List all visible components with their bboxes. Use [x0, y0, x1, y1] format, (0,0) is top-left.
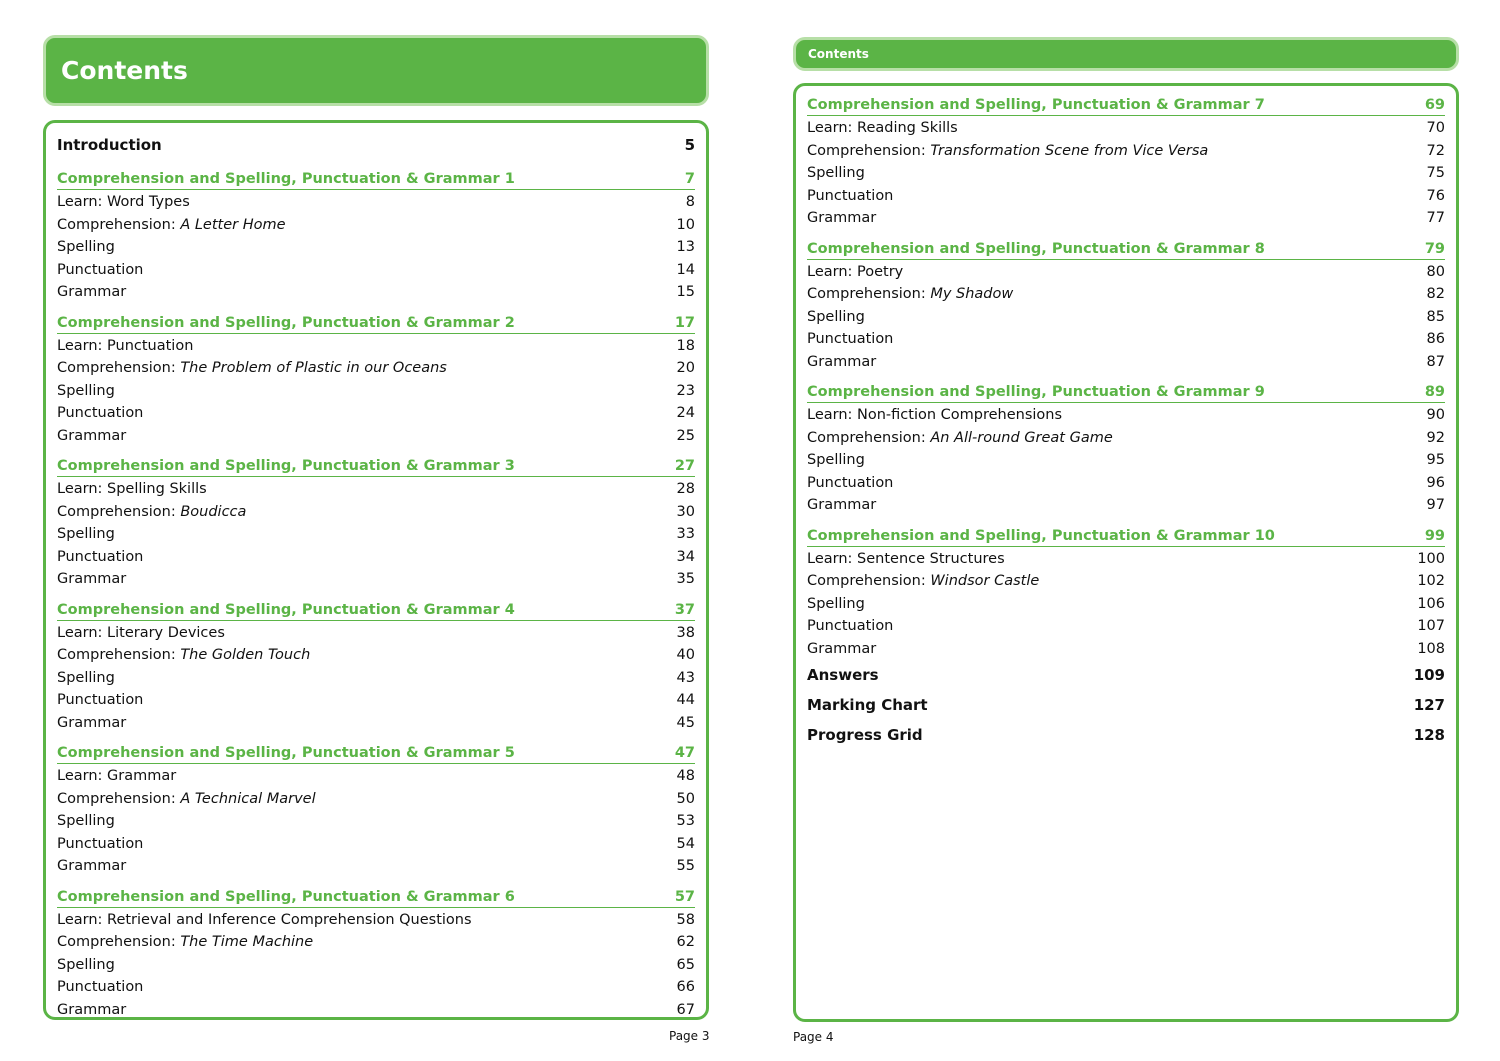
entry-page: 45: [676, 714, 695, 731]
entry-page: 67: [676, 1001, 695, 1018]
entry-page: 40: [676, 647, 695, 663]
entry-page: 72: [1426, 142, 1445, 159]
toc-entry[interactable]: [57, 191, 695, 214]
section-page: 79: [1424, 240, 1445, 257]
toc-entry-progress-grid[interactable]: [807, 720, 1445, 750]
toc-entry[interactable]: [57, 281, 695, 304]
section-page: 47: [674, 745, 695, 761]
entry-label: Spelling: [807, 308, 865, 325]
entry-page: 20: [676, 360, 695, 376]
entry-label: Spelling: [57, 813, 115, 829]
section-page: 69: [1424, 97, 1445, 113]
entry-label: Punctuation: [57, 835, 144, 852]
toc-entry[interactable]: [57, 380, 695, 403]
entry-label: Spelling: [57, 956, 115, 973]
entry-page: 106: [1417, 595, 1445, 612]
toc-entry[interactable]: [807, 449, 1445, 472]
entry-label: Punctuation: [807, 187, 894, 204]
entry-label: Punctuation: [57, 692, 144, 708]
section-page: 37: [674, 601, 695, 618]
entry-label: Marking Chart: [807, 696, 928, 714]
entry-label: Comprehension: Boudicca: [57, 503, 247, 520]
entry-label: Grammar: [57, 284, 127, 300]
section-heading[interactable]: [57, 741, 695, 764]
entry-label: Comprehension: The Problem of Plastic in our Oceans: [57, 360, 447, 376]
entry-page: 35: [676, 571, 695, 587]
section-heading[interactable]: [807, 524, 1445, 547]
entry-label: Punctuation: [57, 261, 144, 278]
toc-entry[interactable]: [807, 494, 1445, 517]
toc-entry-introduction[interactable]: [57, 130, 695, 160]
toc-entry[interactable]: [807, 615, 1445, 638]
entry-page: 43: [676, 669, 695, 686]
toc-entry[interactable]: [57, 788, 695, 811]
toc-entry[interactable]: [807, 207, 1445, 230]
section-title: Comprehension and Spelling, Punctuation & Grammar 6: [57, 888, 515, 905]
entry-label: Comprehension: An All-round Great Game: [807, 429, 1113, 446]
toc-entry[interactable]: [807, 548, 1445, 571]
toc-entry[interactable]: [807, 351, 1445, 374]
section-heading[interactable]: [807, 93, 1445, 116]
entry-page: 53: [676, 813, 695, 829]
entry-label: Punctuation: [807, 618, 894, 634]
toc-entry[interactable]: [57, 931, 695, 954]
entry-label: Learn: Sentence Structures: [807, 550, 1005, 567]
entry-label: Grammar: [807, 497, 877, 513]
toc-entry[interactable]: [57, 357, 695, 380]
toc-entry[interactable]: [57, 765, 695, 788]
toc-entry[interactable]: [807, 427, 1445, 450]
toc-entry[interactable]: [807, 328, 1445, 351]
section-title: Comprehension and Spelling, Punctuation & Grammar 1: [57, 171, 515, 187]
entry-page: 76: [1426, 187, 1445, 204]
toc-entry[interactable]: [57, 402, 695, 425]
toc-entry[interactable]: [807, 283, 1445, 306]
entry-label: Spelling: [807, 452, 865, 468]
entry-label: Spelling: [807, 595, 865, 612]
section-page: 27: [674, 458, 695, 474]
entry-page: 108: [1417, 640, 1445, 657]
section-title: Comprehension and Spelling, Punctuation & Grammar 7: [807, 97, 1265, 113]
toc-entry[interactable]: [57, 909, 695, 932]
toc-section: [807, 93, 1445, 230]
entry-page: 24: [676, 405, 695, 421]
toc-entry[interactable]: [57, 954, 695, 977]
toc-entry[interactable]: [807, 593, 1445, 616]
section-page: 99: [1424, 527, 1445, 544]
toc-section: [807, 237, 1445, 374]
entry-page: 66: [676, 979, 695, 995]
entry-label: Progress Grid: [807, 726, 923, 744]
section-page: 89: [1424, 384, 1445, 400]
section-heading[interactable]: [57, 167, 695, 190]
contents-banner: [43, 35, 709, 106]
entry-page: 38: [676, 624, 695, 641]
toc-entry[interactable]: [57, 568, 695, 591]
entry-label: Comprehension: A Letter Home: [57, 216, 286, 233]
entry-page: 92: [1426, 429, 1445, 446]
toc-entry[interactable]: [57, 644, 695, 667]
toc-entry[interactable]: [57, 976, 695, 999]
entry-page: 127: [1413, 696, 1445, 714]
toc-entry[interactable]: [57, 855, 695, 878]
entry-page: 34: [676, 548, 695, 565]
toc-entry[interactable]: [807, 185, 1445, 208]
section-title: Comprehension and Spelling, Punctuation & Grammar 8: [807, 240, 1265, 257]
section-title: Comprehension and Spelling, Punctuation & Grammar 2: [57, 314, 515, 331]
section-title: Comprehension and Spelling, Punctuation & Grammar 10: [807, 527, 1275, 544]
entry-label: Introduction: [57, 136, 162, 154]
entry-label: Grammar: [57, 714, 127, 731]
entry-page: 14: [676, 261, 695, 278]
toc-entry[interactable]: [57, 667, 695, 690]
toc-entry[interactable]: [807, 638, 1445, 661]
entry-page: 80: [1426, 263, 1445, 280]
toc-entry[interactable]: [57, 214, 695, 237]
toc-entry[interactable]: [57, 478, 695, 501]
entry-page: 100: [1417, 550, 1445, 567]
entry-label: Grammar: [807, 353, 877, 370]
entry-label: Learn: Non-fiction Comprehensions: [807, 407, 1063, 423]
page-number: Page 4: [793, 1030, 834, 1044]
entry-label: Answers: [807, 666, 879, 684]
entry-label: Grammar: [57, 858, 127, 874]
entry-page: 58: [676, 911, 695, 928]
entry-label: Learn: Punctuation: [57, 337, 194, 354]
entry-label: Comprehension: Windsor Castle: [807, 573, 1040, 589]
entry-page: 23: [676, 382, 695, 399]
toc-entry[interactable]: [807, 306, 1445, 329]
entry-label: Grammar: [807, 210, 877, 226]
toc-entry[interactable]: [807, 117, 1445, 140]
entry-page: 62: [676, 934, 695, 950]
entry-page: 75: [1426, 165, 1445, 181]
entry-label: Learn: Grammar: [57, 768, 177, 784]
contents-panel-right: [793, 83, 1459, 1022]
entry-page: 102: [1417, 573, 1445, 589]
entry-label: Comprehension: A Technical Marvel: [57, 790, 316, 807]
entry-page: 87: [1426, 353, 1445, 370]
entry-page: 28: [676, 481, 695, 497]
contents-panel-left: [43, 120, 709, 1020]
entry-page: 90: [1426, 407, 1445, 423]
page-4: [750, 0, 1500, 1061]
toc-entry[interactable]: [57, 523, 695, 546]
toc-section: [57, 454, 695, 591]
entry-page: 97: [1426, 497, 1445, 513]
entry-page: 5: [684, 136, 695, 154]
entry-page: 128: [1413, 726, 1445, 744]
entry-page: 70: [1426, 120, 1445, 136]
toc-section: [57, 598, 695, 735]
entry-page: 44: [676, 692, 695, 708]
section-title: Comprehension and Spelling, Punctuation & Grammar 3: [57, 458, 515, 474]
entry-label: Spelling: [57, 669, 115, 686]
entry-page: 82: [1426, 286, 1445, 302]
toc-section: [57, 167, 695, 304]
section-heading[interactable]: [57, 885, 695, 908]
entry-label: Grammar: [57, 571, 127, 587]
entry-label: Comprehension: Transformation Scene from Vice Versa: [807, 142, 1209, 159]
contents-title: Contents: [61, 56, 188, 85]
section-heading[interactable]: [807, 237, 1445, 260]
entry-page: 25: [676, 427, 695, 444]
toc-entry[interactable]: [57, 546, 695, 569]
entry-page: 50: [676, 790, 695, 807]
toc-section: [57, 311, 695, 448]
toc-section: [807, 524, 1445, 661]
entry-page: 107: [1417, 618, 1445, 634]
contents-title: Contents: [808, 47, 869, 61]
entry-label: Spelling: [57, 239, 115, 255]
section-heading[interactable]: [57, 598, 695, 621]
toc-entry[interactable]: [807, 162, 1445, 185]
toc-entry-answers[interactable]: [807, 660, 1445, 690]
entry-label: Grammar: [57, 427, 127, 444]
entry-page: 13: [676, 239, 695, 255]
toc-entry[interactable]: [807, 570, 1445, 593]
entry-page: 15: [676, 284, 695, 300]
toc-entry[interactable]: [807, 404, 1445, 427]
toc-entry[interactable]: [57, 259, 695, 282]
entry-label: Punctuation: [57, 405, 144, 421]
entry-page: 18: [676, 337, 695, 354]
section-title: Comprehension and Spelling, Punctuation & Grammar 5: [57, 745, 515, 761]
toc-entry[interactable]: [807, 140, 1445, 163]
section-page: 57: [674, 888, 695, 905]
section-heading[interactable]: [57, 454, 695, 477]
entry-label: Grammar: [807, 640, 877, 657]
section-page: 17: [674, 314, 695, 331]
entry-label: Spelling: [57, 526, 115, 542]
toc-section: [807, 380, 1445, 517]
entry-label: Comprehension: The Time Machine: [57, 934, 314, 950]
entry-label: Grammar: [57, 1001, 127, 1018]
entry-label: Punctuation: [807, 331, 894, 347]
entry-page: 109: [1413, 666, 1445, 684]
toc-entry[interactable]: [57, 810, 695, 833]
toc-entry[interactable]: [57, 425, 695, 448]
toc-entry[interactable]: [57, 689, 695, 712]
section-title: Comprehension and Spelling, Punctuation & Grammar 4: [57, 601, 515, 618]
entry-page: 86: [1426, 331, 1445, 347]
entry-page: 8: [685, 194, 695, 210]
entry-page: 65: [676, 956, 695, 973]
entry-page: 33: [676, 526, 695, 542]
entry-label: Spelling: [807, 165, 865, 181]
entry-label: Punctuation: [807, 474, 894, 491]
section-heading[interactable]: [57, 311, 695, 334]
toc-entry[interactable]: [57, 501, 695, 524]
entry-page: 10: [676, 216, 695, 233]
entry-page: 96: [1426, 474, 1445, 491]
entry-label: Learn: Spelling Skills: [57, 481, 207, 497]
entry-label: Comprehension: The Golden Touch: [57, 647, 311, 663]
toc-entry-marking-chart[interactable]: [807, 690, 1445, 720]
toc-entry[interactable]: [57, 712, 695, 735]
entry-label: Comprehension: My Shadow: [807, 286, 1014, 302]
entry-label: Punctuation: [57, 979, 144, 995]
section-page: 7: [684, 171, 695, 187]
entry-label: Learn: Poetry: [807, 263, 904, 280]
entry-page: 48: [676, 768, 695, 784]
entry-label: Learn: Reading Skills: [807, 120, 958, 136]
section-heading[interactable]: [807, 380, 1445, 403]
contents-banner: [793, 37, 1459, 71]
toc-entry[interactable]: [57, 335, 695, 358]
entry-page: 55: [676, 858, 695, 874]
toc-entry[interactable]: [57, 236, 695, 259]
entry-label: Learn: Retrieval and Inference Comprehension Questions: [57, 911, 472, 928]
page-number: Page 3: [669, 1029, 710, 1043]
entry-page: 95: [1426, 452, 1445, 468]
entry-label: Spelling: [57, 382, 115, 399]
entry-page: 54: [676, 835, 695, 852]
entry-label: Punctuation: [57, 548, 144, 565]
entry-label: Learn: Literary Devices: [57, 624, 225, 641]
toc-entry[interactable]: [57, 622, 695, 645]
toc-entry[interactable]: [807, 261, 1445, 284]
section-title: Comprehension and Spelling, Punctuation & Grammar 9: [807, 384, 1265, 400]
toc-entry[interactable]: [57, 833, 695, 856]
entry-page: 85: [1426, 308, 1445, 325]
entry-label: Learn: Word Types: [57, 194, 190, 210]
toc-section: [57, 741, 695, 878]
toc-section: [57, 885, 695, 1022]
toc-entry[interactable]: [807, 472, 1445, 495]
entry-page: 77: [1426, 210, 1445, 226]
toc-entry[interactable]: [57, 999, 695, 1022]
entry-page: 30: [676, 503, 695, 520]
